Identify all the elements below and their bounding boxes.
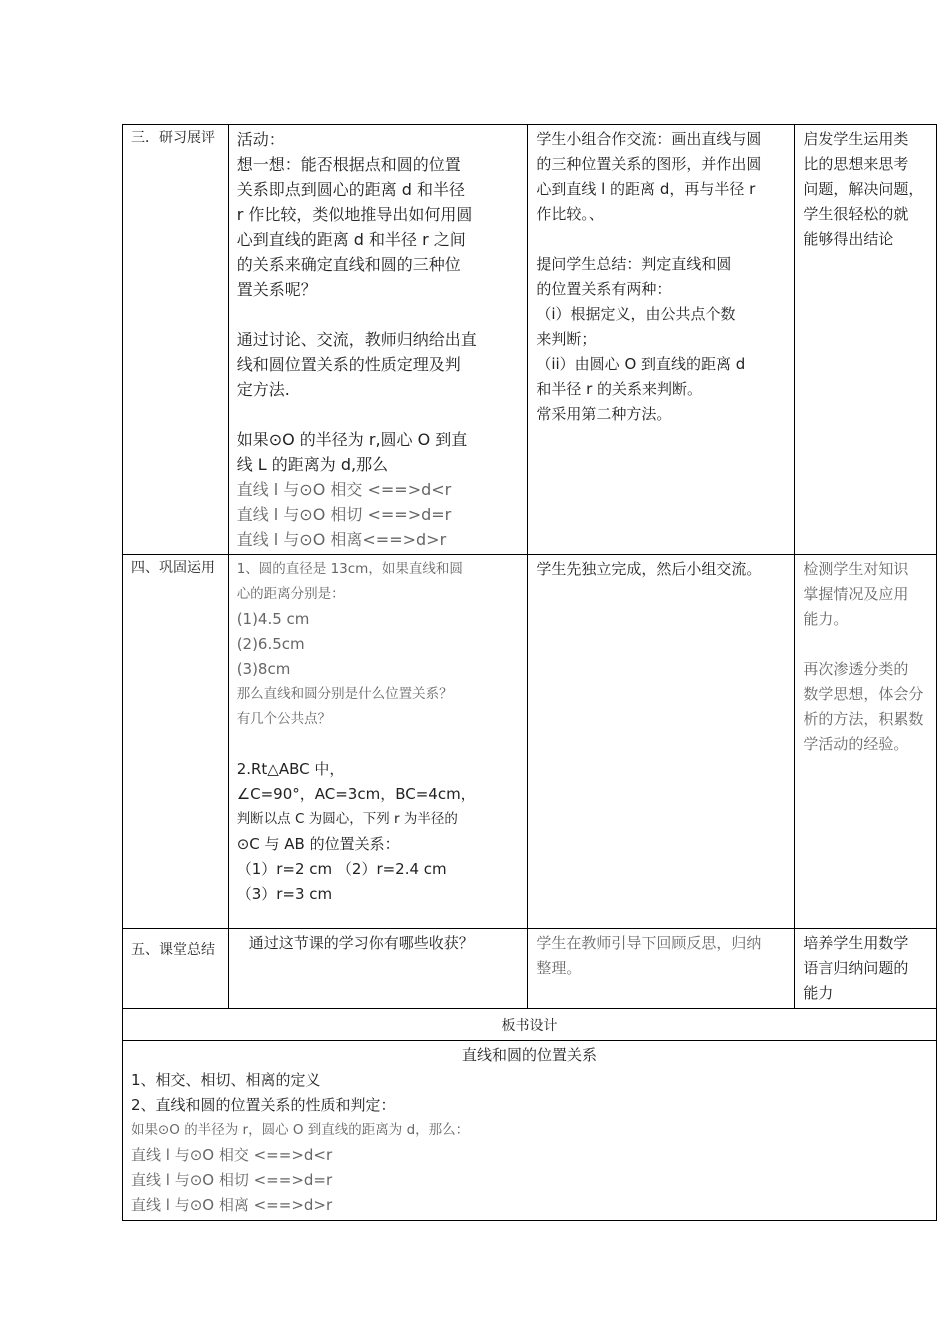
text-line: 学生小组合作交流：画出直线与圆 — [536, 130, 762, 148]
text-line: 判断以点 C 为圆心，下列 r 为半径的 — [236, 811, 458, 827]
text-line: 线 L 的距离为 d,那么 — [236, 455, 389, 474]
student-activity — [528, 929, 795, 1009]
text-line: 的位置关系有两种： — [536, 280, 672, 298]
board-relation: 直线 l 与⊙O 相离 <==>d>r — [131, 1196, 333, 1214]
teacher-activity — [228, 929, 528, 1009]
board-relation: 直线 l 与⊙O 相交 <==>d<r — [131, 1146, 333, 1164]
text-line: 学生在教师引导下回顾反思，归纳 — [536, 934, 762, 952]
text-line: 培养学生用数学 — [803, 934, 909, 952]
text-line: 那么直线和圆分别是什么位置关系？ — [236, 686, 453, 702]
text-line: r 作比较，类似地推导出如何用圆 — [236, 205, 473, 224]
text-line: 心到直线的距离 d 和半径 r 之间 — [236, 230, 466, 249]
text-line: 线和圆位置关系的性质定理及判 — [236, 355, 461, 374]
text-line: 有几个公共点？ — [236, 711, 332, 727]
text-line: 常采用第二种方法。 — [536, 405, 672, 423]
stage-label: 四、巩固运用 — [123, 555, 229, 929]
text-line: 活动： — [236, 130, 285, 149]
text-line: 析的方法，积累数 — [803, 710, 924, 728]
text-line: （i）根据定义，由公共点个数 — [536, 305, 736, 323]
row-board-header — [123, 1009, 937, 1041]
text-line: 关系即点到圆心的距离 d 和半径 — [236, 180, 466, 199]
text-line: 心到直线 l 的距离 d，再与半径 r — [536, 180, 756, 198]
text-line: （3）r=3 cm — [236, 885, 333, 903]
text-line: 问题，解决问题， — [803, 180, 924, 198]
student-activity — [528, 125, 795, 555]
text-line: 置关系呢？ — [236, 280, 317, 299]
design-intent — [795, 125, 937, 555]
stage-label: 三．研习展评 — [123, 125, 229, 555]
board-content — [123, 1041, 937, 1221]
text-line: 整理。 — [536, 959, 582, 977]
text-line: 能够得出结论 — [803, 230, 894, 248]
text-line: 数学思想，体会分 — [803, 685, 924, 703]
text-line: 掌握情况及应用 — [803, 585, 909, 603]
design-intent — [795, 555, 937, 929]
board-item: 1、相交、相切、相离的定义 — [131, 1071, 321, 1089]
text-line: (1)4.5 cm — [236, 610, 310, 628]
text-line: 检测学生对知识 — [803, 560, 909, 578]
text-line: 2.Rt△ABC 中， — [236, 760, 345, 778]
board-title: 直线和圆的位置关系 — [461, 1046, 597, 1064]
text-line: （ii）由圆心 O 到直线的距离 d — [536, 355, 746, 373]
text-line: 学活动的经验。 — [803, 735, 909, 753]
row-board-content — [123, 1041, 937, 1221]
text-line: 的关系来确定直线和圆的三种位 — [236, 255, 461, 274]
text-line: 通过讨论、交流，教师归纳给出直 — [236, 330, 477, 349]
text-line: 定方法. — [236, 380, 290, 399]
teacher-activity — [228, 125, 528, 555]
text-line: 1、圆的直径是 13cm，如果直线和圆 — [236, 561, 463, 577]
relation-line: 直线 l 与⊙O 相交 <==>d<r — [236, 480, 452, 499]
text-line: 能力 — [803, 984, 834, 1002]
board-premise: 如果⊙O 的半径为 r，圆心 O 到直线的距离为 d，那么： — [131, 1122, 470, 1138]
text-line: (2)6.5cm — [236, 635, 305, 653]
teacher-activity — [228, 555, 528, 929]
text-line: (3)8cm — [236, 660, 291, 678]
text-line: 作比较。、 — [536, 205, 604, 223]
text-line: （1）r=2 cm （2）r=2.4 cm — [236, 860, 447, 878]
text-line: ∠C=90°，AC=3cm，BC=4cm， — [236, 785, 476, 803]
row-practice — [123, 555, 937, 929]
text-line: 学生很轻松的就 — [803, 205, 909, 223]
relation-line: 直线 l 与⊙O 相离<==>d>r — [236, 530, 447, 549]
text-line: 提问学生总结：判定直线和圆 — [536, 255, 732, 273]
text-line: 来判断； — [536, 330, 597, 348]
text-line: ⊙C 与 AB 的位置关系： — [236, 835, 400, 853]
stage-label: 五、课堂总结 — [123, 929, 229, 1009]
text-line: 再次渗透分类的 — [803, 660, 909, 678]
board-relation: 直线 l 与⊙O 相切 <==>d=r — [131, 1171, 333, 1189]
text-line: 如果⊙O 的半径为 r,圆心 O 到直 — [236, 430, 468, 449]
text-line: 语言归纳问题的 — [803, 959, 909, 977]
lesson-plan-table — [122, 124, 937, 1221]
text-line: 通过这节课的学习你有哪些收获？ — [248, 934, 474, 952]
text-line: 和半径 r 的关系来判断。 — [536, 380, 703, 398]
text-line: 心的距离分别是： — [236, 586, 345, 602]
board-item: 2、直线和圆的位置关系的性质和判定： — [131, 1096, 396, 1114]
text-line: 学生先独立完成，然后小组交流。 — [536, 560, 762, 578]
relation-line: 直线 l 与⊙O 相切 <==>d=r — [236, 505, 452, 524]
design-intent — [795, 929, 937, 1009]
text-line: 能力。 — [803, 610, 849, 628]
board-header: 板书设计 — [123, 1009, 937, 1041]
row-research — [123, 125, 937, 555]
text-line: 启发学生运用类 — [803, 130, 909, 148]
student-activity — [528, 555, 795, 929]
text-line: 比的思想来思考 — [803, 155, 909, 173]
row-summary — [123, 929, 937, 1009]
text-line: 想一想：能否根据点和圆的位置 — [236, 155, 461, 174]
text-line: 的三种位置关系的图形，并作出圆 — [536, 155, 762, 173]
